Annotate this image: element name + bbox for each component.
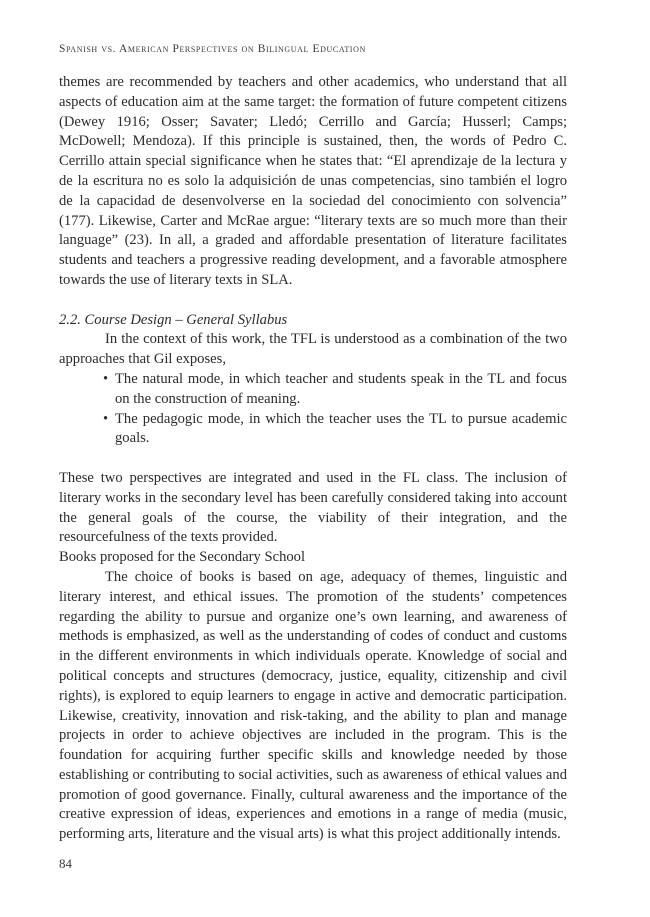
bullet-list xyxy=(59,370,567,449)
bullet-item-natural-mode xyxy=(105,370,567,410)
spacer xyxy=(59,449,567,469)
subheading-books: Books proposed for the Secondary School xyxy=(59,549,306,566)
spacer xyxy=(59,291,567,311)
bullet-item-pedagogic-mode xyxy=(105,410,567,450)
bullet-text: The natural mode, in which teacher and students speak in the TL and focus on the construction of meaning. xyxy=(115,370,567,407)
bullet-icon: • xyxy=(103,410,109,427)
bullet-text: The pedagogic mode, in which the teacher uses the TL to pursue academic goals. xyxy=(115,410,567,447)
page-body xyxy=(59,73,567,845)
paragraph-intro: themes are recommended by teachers and other academics, who understand that all aspects of education aim at the same target: the formation of future competent citizens (Dewey 1916; Osser; Savater; Lledó; Cerrillo and García; Husserl; Camps; McDowell; Mendoza). If this principle is sustained, then, the words of Pedro C. Cerrillo attain special significance when he states that: “El aprendizaje de la lectura y de la escritura no es solo la adquisición de unas competencias, sino también el logro de la capacidad de desenvolverse en la sociedad del conocimiento con solvencia” (177). Likewise, Carter and McRae argue: “literary texts are so much more than their language” (23). In all, a graded and affordable presentation of literature facilitates students and teachers a progressive reading development, and a favorable atmosphere towards the use of literary texts in SLA. xyxy=(59,74,567,288)
paragraph-book-choice: The choice of books is based on age, adequacy of themes, linguistic and literary interest, and ethical issues. The promotion of the students’ competences regarding the ability to pursue and organize one’s own learning, and awareness of methods is emphasized, as well as the understanding of codes of conduct and customs in the different environments in which individuals operate. Knowledge of social and political concepts and structures (democracy, justice, equality, citizenship and civil rights), is explored to equip learners to engage in active and democratic participation. Likewise, creativity, innovation and risk-taking, and the ability to plan and manage projects in order to achieve objectives are included in the program. This is the foundation for acquiring further specific skills and knowledge needed by those establishing or contributing to social activities, such as awareness of ethical values and promotion of good governance. Finally, cultural awareness and the importance of the creative expression of ideas, experiences and emotions in a range of media (music, performing arts, literature and the visual arts) is what this project additionally intends. xyxy=(59,568,567,843)
paragraph-approaches: In the context of this work, the TFL is understood as a combination of the two approaches that Gil exposes, xyxy=(59,331,567,368)
section-heading: 2.2. Course Design – General Syllabus xyxy=(59,311,288,328)
running-head: Spanish vs. American Perspectives on Bilingual Education xyxy=(59,43,366,55)
bullet-icon: • xyxy=(103,370,109,387)
paragraph-perspectives: These two perspectives are integrated and used in the FL class. The inclusion of literary works in the secondary level has been carefully considered taking into account the general goals of the course, the viability of their integration, and the resourcefulness of the texts provided. xyxy=(59,469,567,546)
page-number: 84 xyxy=(59,856,72,871)
